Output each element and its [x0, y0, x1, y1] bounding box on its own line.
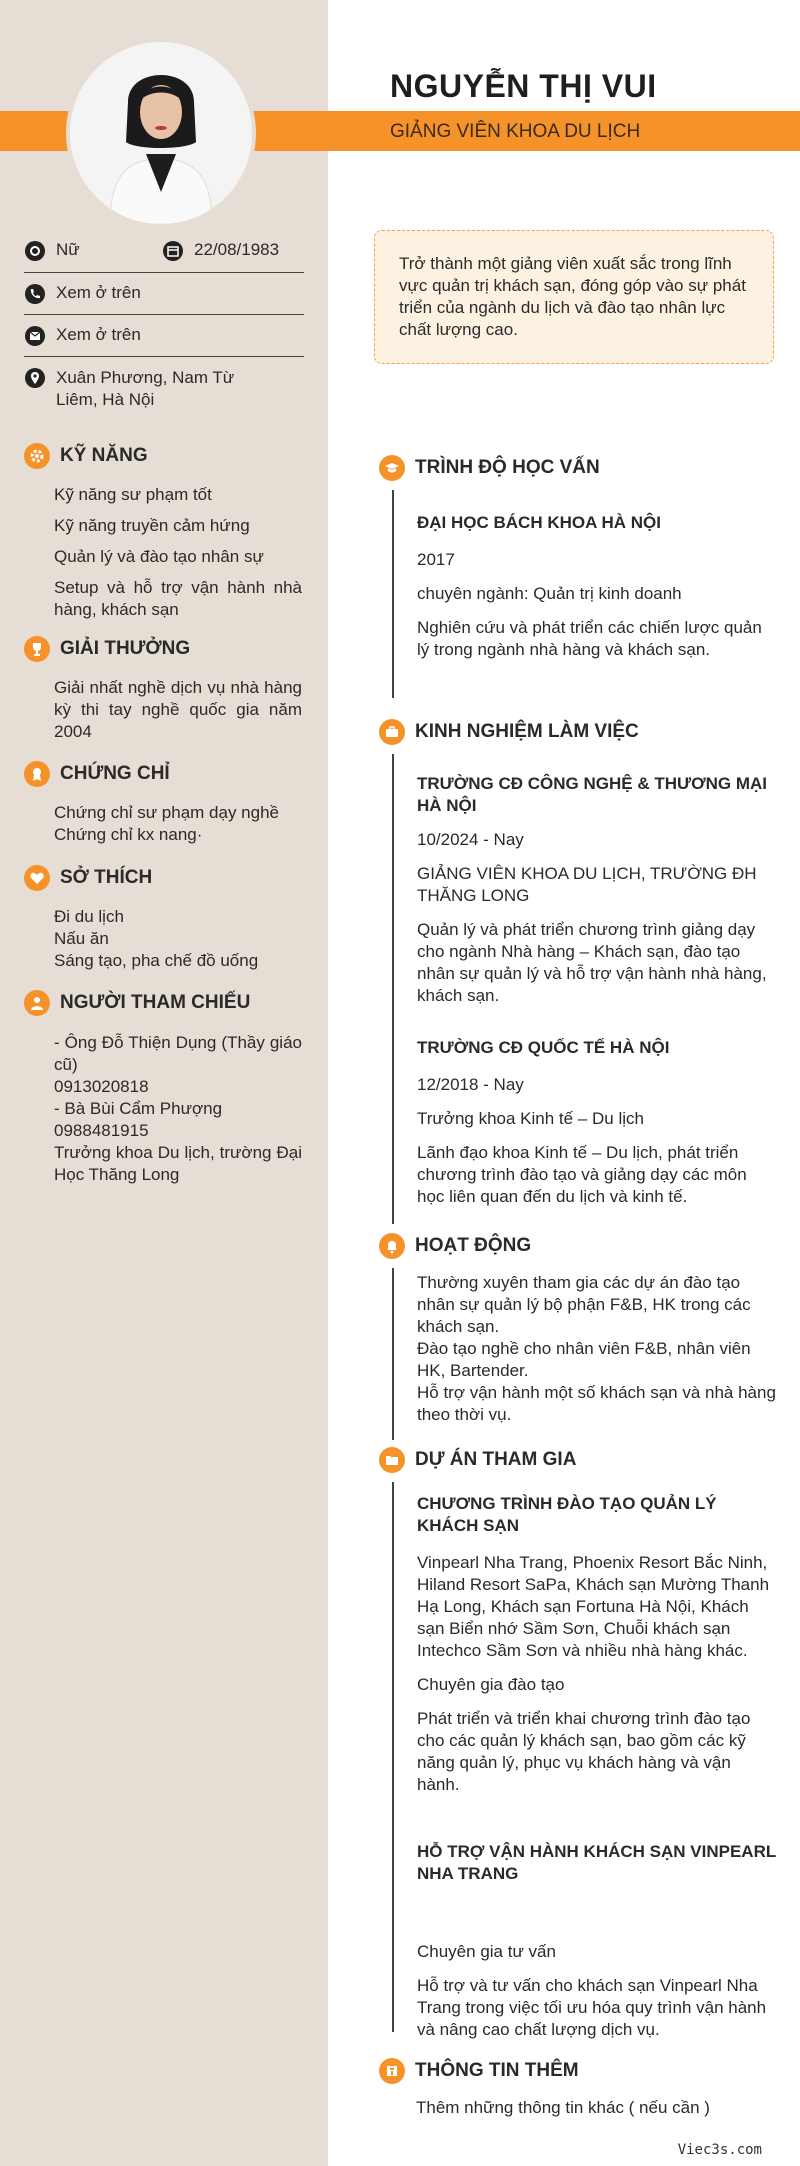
hobbies-list — [54, 906, 302, 972]
email-icon — [24, 325, 46, 347]
job-entry — [417, 1037, 777, 1208]
project-desc: Hỗ trợ và tư vấn cho khách sạn Vinpearl Nha Trang trong việc tối ưu hóa quy trình vận hành và nâng cao chất lượng dịch vụ. — [417, 1976, 767, 2039]
list-item: Kỹ năng sư phạm tốt — [54, 485, 212, 504]
education-entry — [417, 512, 777, 661]
references-list — [54, 1032, 302, 1186]
list-item: Sáng tạo, pha chế đồ uống — [54, 951, 259, 970]
job-title: GIẢNG VIÊN KHOA DU LỊCH — [390, 121, 641, 142]
avatar — [66, 38, 256, 228]
timeline-line — [392, 1268, 394, 1440]
divider — [24, 356, 304, 357]
project-name: CHƯƠNG TRÌNH ĐÀO TẠO QUẢN LÝ KHÁCH SẠN — [417, 1494, 717, 1535]
list-item: - Ông Đỗ Thiện Dụng (Thầy giáo cũ) — [54, 1033, 302, 1074]
list-item: 0988481915 — [54, 1121, 149, 1140]
list-item: Đào tạo nghề cho nhân viên F&B, nhân viên HK, Bartender. — [417, 1339, 751, 1380]
project-name: HỖ TRỢ VẬN HÀNH KHÁCH SẠN VINPEARL NHA TRANG — [417, 1842, 776, 1883]
timeline-line — [392, 490, 394, 698]
divider — [24, 314, 304, 315]
gender-icon — [24, 240, 46, 262]
project-desc: Phát triển và triển khai chương trình đào tạo cho các quản lý khách sạn, bao gồm các kỹ năng quản lý, phục vụ khách hàng và vận hành. — [417, 1709, 751, 1794]
list-item: 0913020818 — [54, 1077, 149, 1096]
job-position: GIẢNG VIÊN KHOA DU LỊCH, TRƯỜNG ĐH THĂNG LONG — [417, 864, 757, 905]
job-desc: Lãnh đạo khoa Kinh tế – Du lịch, phát triển chương trình đào tạo và giảng dạy các môn học liên quan đến du lịch và kinh tế. — [417, 1143, 747, 1206]
contact-email-row — [24, 325, 304, 347]
job-entry — [417, 773, 777, 1007]
timeline-line — [392, 754, 394, 1224]
profile-photo — [70, 42, 252, 224]
activities-heading: HOẠT ĐỘNG — [379, 1233, 531, 1259]
project-role: Chuyên gia đào tạo — [417, 1675, 565, 1694]
footer-watermark: Viec3s.com — [677, 2142, 762, 2158]
project-entry — [417, 1841, 777, 2041]
certificates-heading: CHỨNG CHỈ — [24, 761, 170, 787]
project-entry — [417, 1493, 777, 1796]
graduation-cap-icon — [379, 455, 405, 481]
contact-address-row — [24, 367, 304, 411]
list-item: Hỗ trợ vận hành một số khách sạn và nhà hàng theo thời vụ. — [417, 1383, 776, 1424]
company-name: TRƯỜNG CĐ QUỐC TẾ HÀ NỘI — [417, 1038, 670, 1057]
contact-birthday-row — [162, 240, 312, 262]
project-role: Chuyên gia tư vấn — [417, 1942, 556, 1961]
education-major: chuyên ngành: Quản trị kinh doanh — [417, 584, 682, 603]
heart-icon — [24, 865, 50, 891]
activities-list — [417, 1272, 777, 1426]
birthday-value: 22/08/1983 — [194, 240, 280, 259]
list-item: Đi du lịch — [54, 907, 124, 926]
list-item: Chứng chỉ sư phạm dạy nghề — [54, 803, 280, 822]
career-objective: Trở thành một giảng viên xuất sắc trong lĩnh vực quản trị khách sạn, đóng góp vào sự phát triển của ngành du lịch và đào tạo nhân lực chất lượng cao. — [374, 230, 774, 364]
gear-icon — [24, 443, 50, 469]
list-item: Trưởng khoa Du lịch, trường Đại Học Thăng Long — [54, 1143, 302, 1184]
extra-text: Thêm những thông tin khác ( nếu cần ) — [416, 2098, 710, 2117]
extra-heading: THÔNG TIN THÊM — [379, 2058, 579, 2084]
projects-heading: DỰ ÁN THAM GIA — [379, 1447, 576, 1473]
education-year: 2017 — [417, 550, 455, 569]
list-item: - Bà Bùi Cẩm Phượng — [54, 1099, 223, 1118]
job-position: Trưởng khoa Kinh tế – Du lịch — [417, 1109, 644, 1128]
job-period: 12/2018 - Nay — [417, 1075, 524, 1094]
user-icon — [24, 990, 50, 1016]
job-desc: Quản lý và phát triển chương trình giảng dạy cho ngành Nhà hàng – Khách sạn, đào tạo nhân sự quản lý và hỗ trợ vận hành nhà hàng, khách sạn. — [417, 920, 767, 1005]
address-value: Xuân Phương, Nam Từ Liêm, Hà Nội — [56, 368, 235, 409]
location-icon — [24, 367, 46, 389]
education-desc: Nghiên cứu và phát triển các chiến lược quản lý trong ngành nhà hàng và khách sạn. — [417, 618, 762, 659]
hobbies-heading: SỞ THÍCH — [24, 865, 152, 891]
project-clients: Vinpearl Nha Trang, Phoenix Resort Bắc Ninh, Hiland Resort SaPa, Khách sạn Mường Thanh Hạ Long, Khách sạn Fortuna Hà Nội, Khách sạn Biển nhớ Sầm Sơn, Chuỗi khách sạn Intechco Sầm Sơn và nhiều nhà hàng khác. — [417, 1553, 770, 1660]
list-item: Quản lý và đào tạo nhân sự — [54, 547, 264, 566]
trophy-icon — [24, 636, 50, 662]
experience-heading: KINH NGHIỆM LÀM VIỆC — [379, 719, 639, 745]
company-name: TRƯỜNG CĐ CÔNG NGHỆ & THƯƠNG MẠI HÀ NỘI — [417, 774, 767, 815]
list-item: Kỹ năng truyền cảm hứng — [54, 516, 250, 535]
bell-icon — [379, 1233, 405, 1259]
skills-list — [54, 484, 302, 621]
folder-icon — [379, 1447, 405, 1473]
list-item: Nấu ăn — [54, 929, 109, 948]
list-item: Chứng chỉ kx nang· — [54, 825, 203, 844]
skills-heading: KỸ NĂNG — [24, 443, 148, 469]
phone-value: Xem ở trên — [56, 283, 141, 302]
phone-icon — [24, 283, 46, 305]
gender-value: Nữ — [56, 240, 80, 259]
timeline-line — [392, 1482, 394, 2032]
list-item: Setup và hỗ trợ vận hành nhà hàng, khách sạn — [54, 578, 302, 619]
references-heading: NGƯỜI THAM CHIẾU — [24, 990, 250, 1016]
awards-text: Giải nhất nghề dịch vụ nhà hàng kỳ thi tay nghề quốc gia năm 2004 — [54, 678, 302, 741]
email-value: Xem ở trên — [56, 325, 141, 344]
calendar-icon — [162, 240, 184, 262]
certificate-icon — [24, 761, 50, 787]
candidate-name: NGUYỄN THỊ VUI — [390, 68, 657, 104]
certificates-list — [54, 802, 302, 846]
divider — [24, 272, 304, 273]
list-item: Thường xuyên tham gia các dự án đào tạo nhân sự quản lý bộ phận F&B, HK trong các khách sạn. — [417, 1273, 751, 1336]
school-name: ĐẠI HỌC BÁCH KHOA HÀ NỘI — [417, 513, 661, 532]
contact-phone-row — [24, 283, 304, 305]
job-period: 10/2024 - Nay — [417, 830, 524, 849]
education-heading: TRÌNH ĐỘ HỌC VẤN — [379, 455, 600, 481]
awards-heading: GIẢI THƯỞNG — [24, 636, 190, 662]
info-icon — [379, 2058, 405, 2084]
briefcase-icon — [379, 719, 405, 745]
